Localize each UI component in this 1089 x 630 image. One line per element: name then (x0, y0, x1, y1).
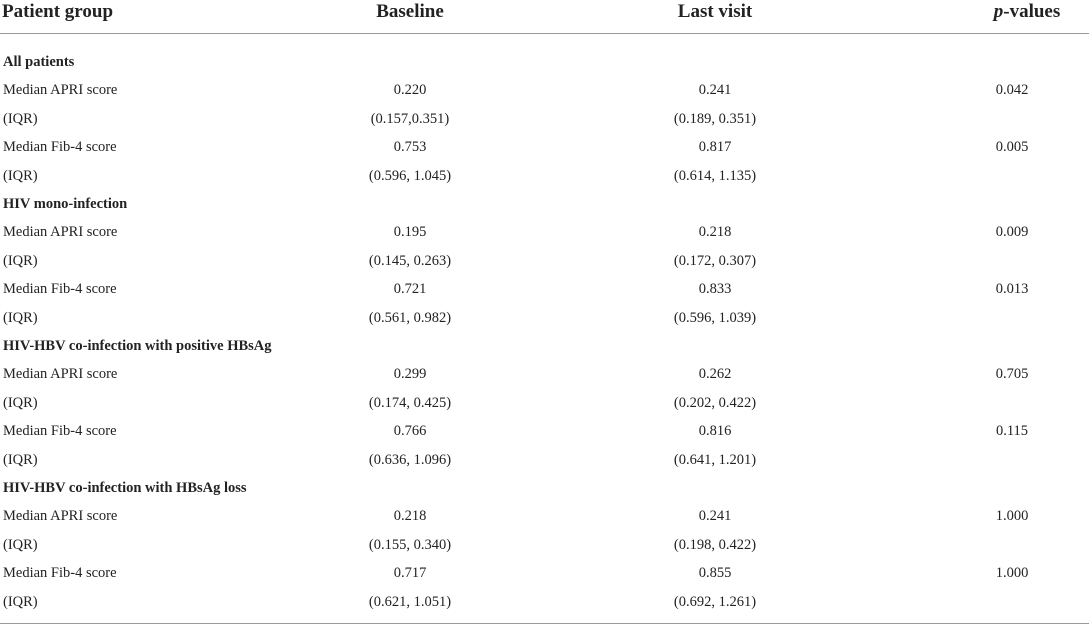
header-p-rest: -values (1003, 1, 1061, 22)
p-value: 0.115 (995, 423, 1029, 440)
last-visit-value: 0.262 (698, 366, 732, 383)
last-visit-value: (0.189, 0.351) (673, 110, 757, 127)
header-last-visit: Last visit (677, 1, 753, 22)
row-label: (IQR) (3, 167, 38, 184)
last-visit-value: 0.855 (698, 565, 732, 582)
last-visit-value: 0.241 (698, 82, 732, 99)
row-label: (IQR) (3, 536, 38, 553)
row-label: Median APRI score (3, 366, 118, 383)
group-header-row (0, 474, 1089, 502)
last-visit-value: 0.817 (698, 139, 732, 156)
header-rule (0, 33, 1089, 34)
baseline-value: 0.753 (393, 139, 427, 156)
last-visit-value: 0.241 (698, 508, 732, 525)
table-row (0, 162, 1089, 190)
p-value: 0.013 (995, 281, 1029, 298)
last-visit-value: (0.692, 1.261) (673, 593, 757, 610)
row-label: (IQR) (3, 593, 38, 610)
header-p-italic: p (993, 1, 1004, 22)
baseline-value: 0.299 (393, 366, 427, 383)
row-label: Median Fib-4 score (3, 281, 117, 298)
last-visit-value: (0.172, 0.307) (673, 252, 757, 269)
last-visit-value: 0.816 (698, 423, 732, 440)
baseline-value: (0.621, 1.051) (368, 593, 452, 610)
row-label: (IQR) (3, 394, 38, 411)
baseline-value: 0.220 (393, 82, 427, 99)
last-visit-value: 0.218 (698, 224, 732, 241)
last-visit-value: (0.614, 1.135) (673, 167, 757, 184)
header-patient-group: Patient group (2, 1, 114, 22)
row-label: (IQR) (3, 451, 38, 468)
table-row (0, 76, 1089, 104)
table-row (0, 218, 1089, 246)
baseline-value: (0.145, 0.263) (368, 252, 452, 269)
table-row (0, 389, 1089, 417)
bottom-rule (0, 623, 1089, 624)
last-visit-value: (0.198, 0.422) (673, 536, 757, 553)
baseline-value: (0.596, 1.045) (368, 167, 452, 184)
group-label: HIV mono-infection (3, 196, 128, 212)
header-baseline: Baseline (376, 1, 444, 22)
baseline-value: 0.218 (393, 508, 427, 525)
baseline-value: 0.721 (393, 281, 427, 298)
last-visit-value: (0.202, 0.422) (673, 394, 757, 411)
row-label: (IQR) (3, 252, 38, 269)
baseline-value: (0.561, 0.982) (368, 309, 452, 326)
p-value: 0.005 (995, 139, 1029, 156)
last-visit-value: (0.596, 1.039) (673, 309, 757, 326)
table-row (0, 531, 1089, 559)
group-label: HIV-HBV co-infection with HBsAg loss (3, 480, 247, 496)
table-row (0, 247, 1089, 275)
baseline-value: 0.766 (393, 423, 427, 440)
p-value: 1.000 (995, 565, 1029, 582)
p-value: 0.009 (995, 224, 1029, 241)
baseline-value: (0.174, 0.425) (368, 394, 452, 411)
p-value: 0.705 (995, 366, 1029, 383)
last-visit-value: 0.833 (698, 281, 732, 298)
group-header-row (0, 190, 1089, 218)
table-row (0, 446, 1089, 474)
table-row (0, 588, 1089, 616)
table-row (0, 304, 1089, 332)
p-value: 1.000 (995, 508, 1029, 525)
row-label: Median Fib-4 score (3, 565, 117, 582)
table-row (0, 133, 1089, 161)
row-label: (IQR) (3, 309, 38, 326)
last-visit-value: (0.641, 1.201) (673, 451, 757, 468)
group-header-row (0, 332, 1089, 360)
baseline-value: 0.195 (393, 224, 427, 241)
baseline-value: 0.717 (393, 565, 427, 582)
group-label: HIV-HBV co-infection with positive HBsAg (3, 338, 272, 354)
row-label: Median APRI score (3, 82, 118, 99)
row-label: (IQR) (3, 110, 38, 127)
p-value: 0.042 (995, 82, 1029, 99)
group-header-row (0, 48, 1089, 76)
row-label: Median Fib-4 score (3, 139, 117, 156)
baseline-value: (0.636, 1.096) (368, 451, 452, 468)
table-row (0, 502, 1089, 530)
table-row (0, 360, 1089, 388)
table-header-row (0, 0, 1089, 28)
baseline-value: (0.157,0.351) (370, 110, 450, 127)
group-label: All patients (3, 54, 75, 70)
baseline-value: (0.155, 0.340) (368, 536, 452, 553)
table-row (0, 559, 1089, 587)
table-row (0, 417, 1089, 445)
header-p-values (977, 1, 1077, 23)
row-label: Median APRI score (3, 224, 118, 241)
table-row (0, 105, 1089, 133)
row-label: Median APRI score (3, 508, 118, 525)
row-label: Median Fib-4 score (3, 423, 117, 440)
table-row (0, 275, 1089, 303)
